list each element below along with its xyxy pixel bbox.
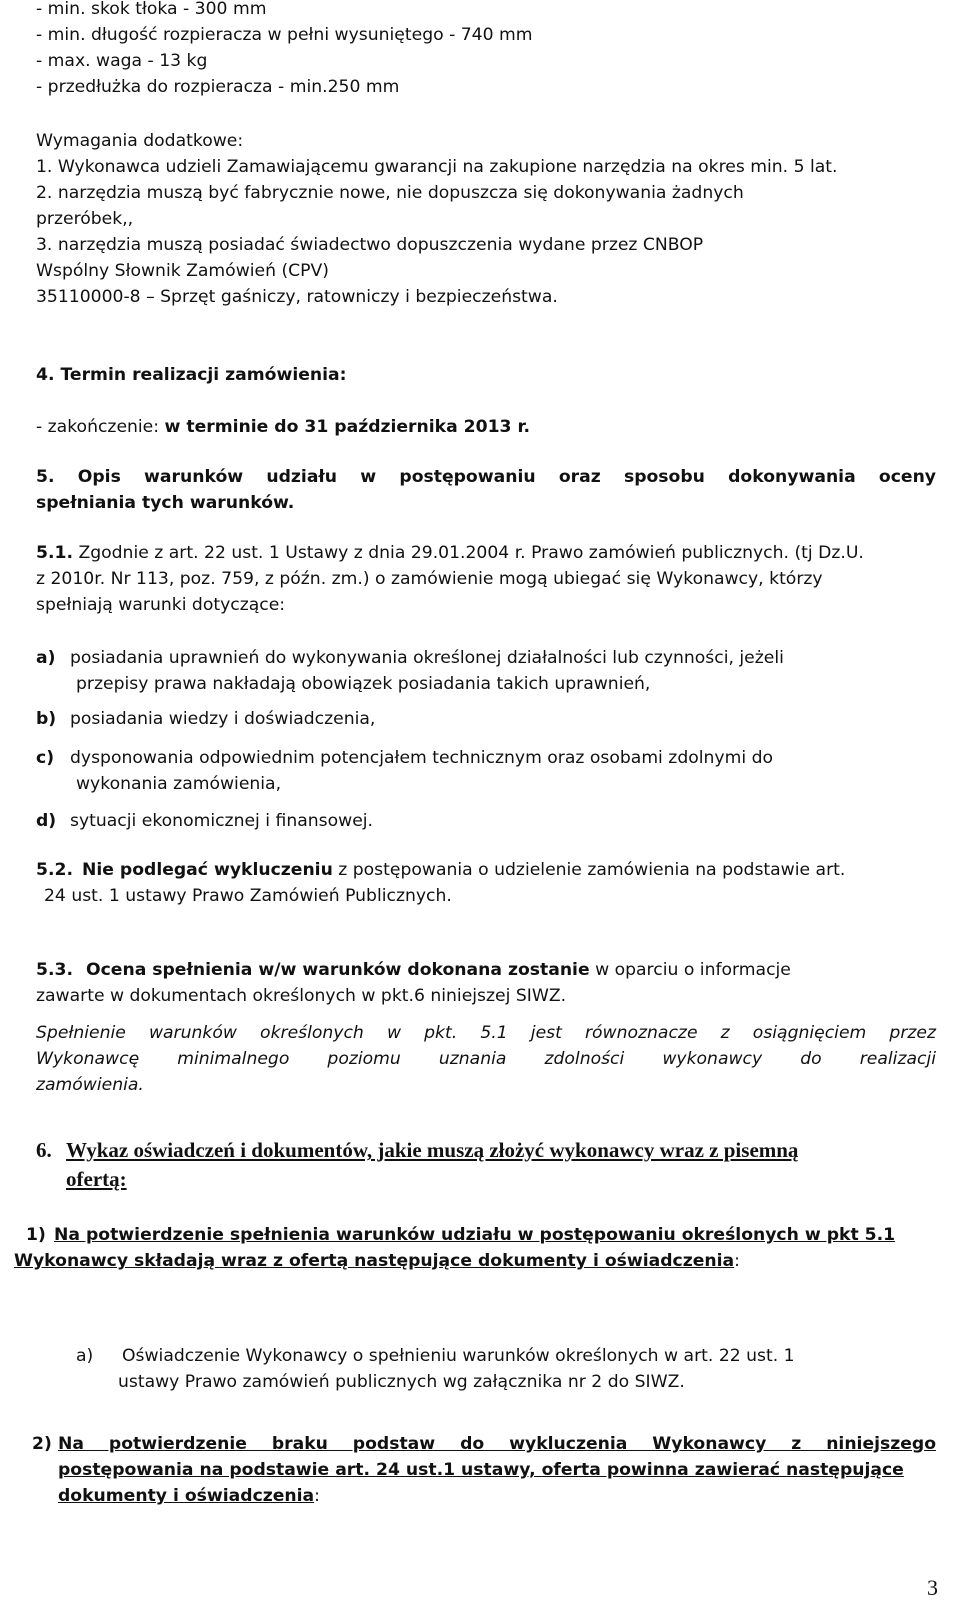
paragraph-number: 5.3. <box>36 960 73 980</box>
item-text-cont: Wykonawcy składają wraz z ofertą następujące dokumenty i oświadczenia <box>14 1251 735 1271</box>
spec-item: - min. długość rozpieracza w pełni wysuniętego - 740 mm <box>36 25 533 45</box>
paragraph-text-cont: spełniają warunki dotyczące: <box>36 595 286 615</box>
list-text: Oświadczenie Wykonawcy o spełnieniu warunków określonych w art. 22 ust. 1 <box>122 1346 795 1366</box>
paragraph-number: 5.2. <box>36 860 73 880</box>
item-number: 1) <box>26 1225 46 1245</box>
condition-d <box>36 808 936 834</box>
requirement-1: 1. Wykonawca udzieli Zamawiającemu gwarancji na zakupione narzędzia na okres min. 5 lat. <box>36 157 838 177</box>
section-6-item-1 <box>14 1222 936 1274</box>
spec-item: - przedłużka do rozpieracza - min.250 mm <box>36 77 400 97</box>
section-number: 6. <box>36 1138 52 1162</box>
paragraph-5-1 <box>36 540 936 618</box>
list-text: sytuacji ekonomicznej i finansowej. <box>70 811 374 831</box>
list-text: dysponowania odpowiednim potencjałem technicznym oraz osobami zdolnymi do <box>70 748 773 768</box>
list-text-cont: ustawy Prawo zamówień publicznych wg załącznika nr 2 do SIWZ. <box>118 1372 685 1392</box>
section-number: 5. <box>36 467 55 487</box>
section-title: Opis warunków udziału w postępowaniu oraz sposobu dokonywania oceny <box>77 467 937 487</box>
paragraph-5-2 <box>36 857 936 909</box>
item-number: 2) <box>32 1434 52 1454</box>
requirement-3: 3. narzędzia muszą posiadać świadectwo dopuszczenia wydane przez CNBOP <box>36 235 704 255</box>
spec-item: - max. waga - 13 kg <box>36 51 208 71</box>
item-colon: : <box>734 1251 740 1271</box>
completion-value: w terminie do 31 października 2013 r. <box>164 417 531 437</box>
note-line: Wykonawcę minimalnego poziomu uznania zdolności wykonawcy do realizacji <box>36 1049 936 1069</box>
condition-b <box>36 706 936 732</box>
paragraph-bold: Ocena spełnienia w/w warunków dokonana zostanie <box>86 960 590 980</box>
requirements-heading: Wymagania dodatkowe: <box>36 131 244 151</box>
section-6-heading <box>36 1136 936 1194</box>
paragraph-text: Zgodnie z art. 22 ust. 1 Ustawy z dnia 29.01.2004 r. Prawo zamówień publicznych. (tj Dz.U. <box>72 543 864 563</box>
item-text-cont: dokumenty i oświadczenia <box>58 1486 315 1506</box>
condition-a <box>36 645 936 697</box>
list-label: d) <box>36 811 57 831</box>
completion-label: - zakończenie: <box>36 417 165 437</box>
paragraph-number: 5.1. <box>36 543 73 563</box>
italic-note <box>36 1020 936 1098</box>
list-label: b) <box>36 709 57 729</box>
paragraph-bold: Nie podlegać wykluczeniu <box>82 860 333 880</box>
paragraph-text-cont: z 2010r. Nr 113, poz. 759, z późn. zm.) o zamówienie mogą ubiegać się Wykonawcy, którzy <box>36 569 823 589</box>
section-6-item-2 <box>32 1431 936 1509</box>
list-text: posiadania uprawnień do wykonywania określonej działalności lub czynności, jeżeli <box>70 648 784 668</box>
paragraph-text: z postępowania o udzielenie zamówienia na podstawie art. <box>332 860 846 880</box>
page-number: 3 <box>927 1575 938 1600</box>
list-label: a) <box>76 1346 94 1366</box>
paragraph-text-cont: zawarte w dokumentach określonych w pkt.6 niniejszej SIWZ. <box>36 986 567 1006</box>
cpv-code: 35110000-8 – Sprzęt gaśniczy, ratowniczy i bezpieczeństwa. <box>36 287 558 307</box>
requirement-2: 2. narzędzia muszą być fabrycznie nowe, nie dopuszcza się dokonywania żadnych <box>36 183 744 203</box>
cpv-label: Wspólny Słownik Zamówień (CPV) <box>36 261 329 281</box>
list-label: c) <box>36 748 55 768</box>
paragraph-5-3 <box>36 957 936 1009</box>
note-line: zamówienia. <box>36 1075 144 1095</box>
note-line: Spełnienie warunków określonych w pkt. 5.1 jest równoznacze z osiągnięciem przez <box>36 1023 936 1043</box>
paragraph-text-cont: 24 ust. 1 ustawy Prawo Zamówień Publicznych. <box>44 886 452 906</box>
section-number: 4. <box>36 365 55 385</box>
requirement-2-cont: przeróbek,, <box>36 209 134 229</box>
paragraph-text: w oparciu o informacje <box>589 960 791 980</box>
item-text-cont: postępowania na podstawie art. 24 ust.1 ustawy, oferta powinna zawierać następujące <box>58 1460 904 1480</box>
item-colon: : <box>314 1486 320 1506</box>
list-text-cont: przepisy prawa nakładają obowiązek posiadania takich uprawnień, <box>76 674 651 694</box>
additional-requirements <box>36 128 936 310</box>
spec-item: - min. skok tłoka - 300 mm <box>36 0 267 19</box>
item-text: Na potwierdzenie braku podstaw do wykluczenia Wykonawcy z niniejszego <box>58 1434 936 1454</box>
section-title: Termin realizacji zamówienia: <box>60 365 347 385</box>
section-title: Wykaz oświadczeń i dokumentów, jakie muszą złożyć wykonawcy wraz z pisemną <box>66 1138 799 1162</box>
section-5-heading <box>36 464 936 516</box>
list-text-cont: wykonania zamówienia, <box>76 774 282 794</box>
list-text: posiadania wiedzy i doświadczenia, <box>70 709 376 729</box>
condition-c <box>36 745 936 797</box>
list-label: a) <box>36 648 56 668</box>
section-title-cont: ofertą: <box>66 1167 127 1191</box>
section-6-item-1-a <box>76 1343 936 1395</box>
completion-date <box>36 414 936 440</box>
item-text: Na potwierdzenie spełnienia warunków udziału w postępowaniu określonych w pkt 5.1 <box>54 1225 896 1245</box>
spec-list <box>36 0 936 100</box>
section-title-cont: spełniania tych warunków. <box>36 493 295 513</box>
section-4-heading <box>36 362 936 388</box>
